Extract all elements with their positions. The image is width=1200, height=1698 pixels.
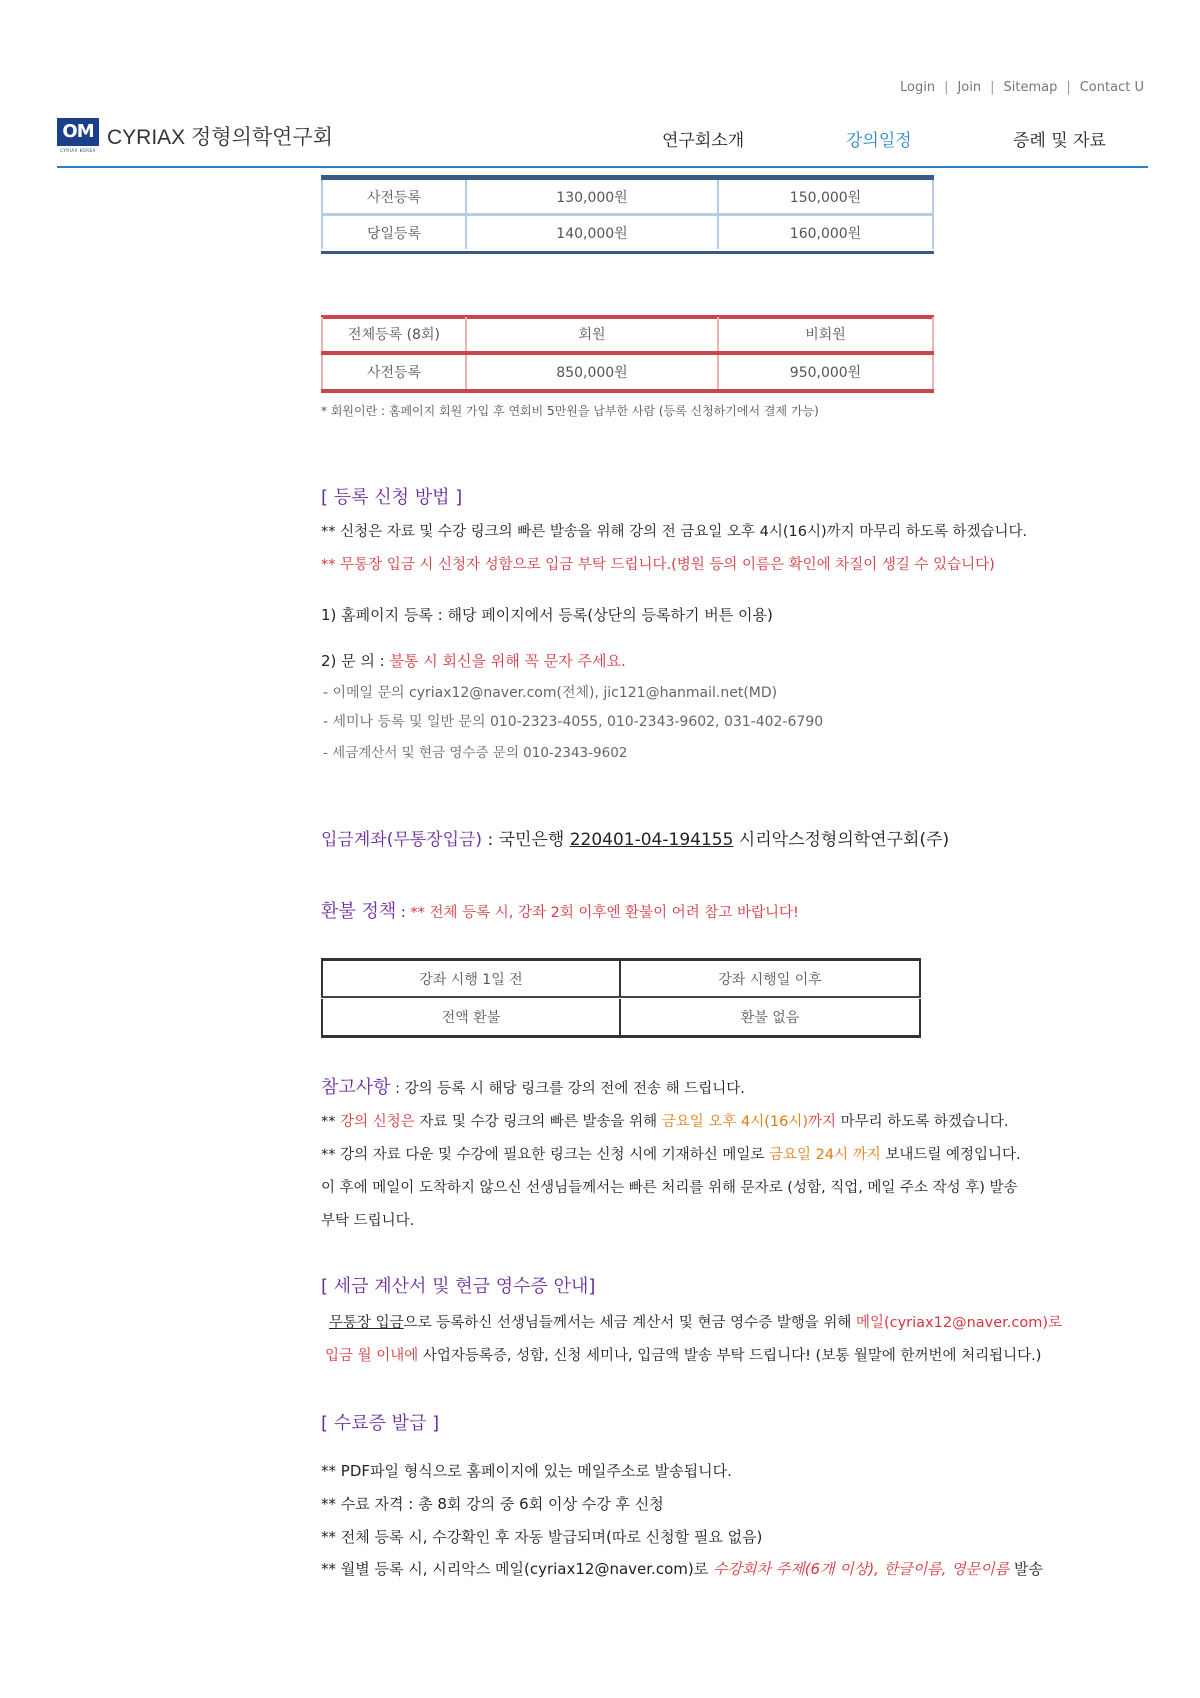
table-header: 전체등록 (8회) [321, 317, 467, 351]
tax-line-1 [329, 1311, 1062, 1332]
top-links [900, 80, 1144, 95]
notes-highlight: 강의 신청은 [340, 1114, 415, 1130]
table-header: 강좌 시행 1일 전 [321, 961, 621, 997]
notes-text: 자료 및 수강 링크의 빠른 발송을 위해 [414, 1114, 662, 1130]
notes-line-1 [321, 1110, 1009, 1131]
table-header: 강좌 시행일 이후 [621, 961, 921, 997]
step-2-label: 2) 문 의 : [321, 652, 390, 670]
certificate-line-1: ** PDF파일 형식으로 홈페이지에 있는 메일주소로 발송됩니다. [321, 1462, 732, 1480]
notes-text: ** 강의 자료 다운 및 수강에 필요한 링크는 신청 시에 기재하신 메일로 [321, 1147, 769, 1163]
brand-name-en: CYRIAX [107, 126, 186, 149]
login-link[interactable]: Login [900, 80, 936, 95]
refund-note: ** 전체 등록 시, 강좌 2회 이후엔 환불이 어려 참고 바랍니다! [410, 905, 799, 921]
notes-label: 참고사항 [321, 1077, 391, 1098]
step-2-note: 불통 시 회신을 위해 꼭 문자 주세요. [389, 652, 626, 670]
nav-item-schedule[interactable]: 강의일정 [846, 131, 912, 151]
site-logo[interactable] [57, 118, 333, 154]
brand-name-ko: 정형의학연구회 [191, 126, 334, 149]
deposit-holder: 시리악스정형의학연구회(주) [733, 830, 950, 850]
registration-line: ** 신청은 자료 및 수강 링크의 빠른 발송을 위해 강의 전 금요일 오후 4시(16시)까지 마무리 하도록 하겠습니다. [321, 524, 1028, 540]
notes-text: 보내드릴 예정입니다. [880, 1147, 1021, 1163]
certificate-text: 발송 [1009, 1560, 1043, 1578]
certificate-line-4 [321, 1558, 1043, 1579]
table-cell: 사전등록 [321, 355, 467, 389]
notes-intro-text: : 강의 등록 시 해당 링크를 강의 전에 전송 해 드립니다. [390, 1081, 745, 1097]
table-row [321, 999, 921, 1035]
table-cell: 환불 없음 [621, 999, 921, 1035]
notes-highlight: 까지 [808, 1114, 837, 1130]
table-cell: 150,000원 [719, 180, 934, 213]
nav-item-cases[interactable]: 증례 및 자료 [1013, 131, 1106, 151]
notes-line-4: 부탁 드립니다. [321, 1213, 415, 1229]
deposit-label: 입금계좌(무통장입금) [321, 830, 483, 850]
certificate-line-3: ** 전체 등록 시, 수강확인 후 자동 발급되며(따로 신청할 필요 없음) [321, 1528, 763, 1546]
contact-email: - 이메일 문의 cyriax12@naver.com(전체), jic121@hanmail.net(MD) [323, 685, 778, 701]
refund-sep: : [396, 905, 411, 921]
table-row [321, 355, 934, 389]
tax-text: 무통장 입금 [329, 1315, 404, 1331]
registration-step-1: 1) 홈페이지 등록 : 해당 페이지에서 등록(상단의 등록하기 버튼 이용) [321, 606, 773, 624]
table-cell: 당일등록 [321, 216, 467, 249]
logo-mark-sub: CYRIAX KOREA [60, 148, 96, 153]
contact-seminar: - 세미나 등록 및 일반 문의 010-2323-4055, 010-2343-9602, 031-402-6790 [323, 714, 824, 730]
certificate-highlight: 수강회차 주제(6개 이상), 한글이름, 영문이름 [712, 1560, 1010, 1578]
tax-highlight: 입금 월 이내에 [325, 1348, 419, 1364]
table-cell: 140,000원 [467, 216, 719, 249]
table-cell: 850,000원 [467, 355, 719, 389]
deposit-number: 220401-04-194155 [569, 830, 734, 850]
table-cell: 950,000원 [719, 355, 934, 389]
member-note: * 회원이란 : 홈페이지 회원 가입 후 연회비 5만원을 납부한 사람 (등록 신청하기에서 결제 가능) [321, 404, 819, 418]
table-cell: 전액 환불 [321, 999, 621, 1035]
table-row [321, 216, 934, 249]
section-title-tax: [ 세금 계산서 및 현금 영수증 안내] [321, 1276, 596, 1297]
table-header: 회원 [467, 317, 719, 351]
notes-line-3: 이 후에 메일이 도착하지 않으신 선생님들께서는 빠른 처리를 위해 문자로 (성함, 직업, 메일 주소 작성 후) 발송 [321, 1180, 1018, 1196]
contact-tax: - 세금계산서 및 현금 영수증 문의 010-2343-9602 [323, 745, 628, 761]
logo-mark [57, 118, 99, 154]
deposit-account [321, 825, 949, 850]
tax-highlight: 메일(cyriax12@naver.com)로 [855, 1315, 1063, 1331]
divider: | [944, 80, 949, 95]
table-header: 비회원 [719, 317, 934, 351]
table-border [321, 251, 934, 254]
table-cell: 130,000원 [467, 180, 719, 213]
notes-highlight: 금요일 24시 까지 [769, 1147, 881, 1163]
table-border [321, 389, 934, 393]
certificate-line-2: ** 수료 자격 : 총 8회 강의 중 6회 이상 수강 후 신청 [321, 1495, 664, 1513]
tax-text: 으로 등록하신 선생님들께서는 세금 계산서 및 현금 영수증 발행을 위해 [403, 1315, 856, 1331]
table-border [321, 1035, 921, 1038]
section-title-certificate: [ 수료증 발급 ] [321, 1413, 440, 1434]
contact-link[interactable]: Contact U [1079, 80, 1144, 95]
notes-line-2 [321, 1143, 1021, 1164]
table-row [321, 180, 934, 213]
notes-text: 마무리 하도록 하겠습니다. [836, 1114, 1009, 1130]
join-link[interactable]: Join [957, 80, 982, 95]
refund-policy [321, 897, 799, 923]
table-cell: 160,000원 [719, 216, 934, 249]
table-header-row [321, 317, 934, 351]
table-cell: 사전등록 [321, 180, 467, 213]
logo-mark-text: OM [57, 118, 99, 146]
logo-text [107, 121, 333, 151]
registration-step-2 [321, 650, 626, 671]
section-title-registration: [ 등록 신청 방법 ] [321, 487, 463, 508]
table-border [321, 996, 921, 998]
deposit-bank: : 국민은행 [482, 830, 570, 850]
sitemap-link[interactable]: Sitemap [1003, 80, 1058, 95]
notes-intro [321, 1073, 745, 1099]
divider: | [990, 80, 995, 95]
tax-text: 사업자등록증, 성함, 신청 세미나, 입금액 발송 부탁 드립니다! (보통 월말에 한꺼번에 처리됩니다.) [418, 1348, 1042, 1364]
header-divider [57, 166, 1148, 168]
divider: | [1066, 80, 1071, 95]
table-header-row [321, 961, 921, 997]
notes-highlight: 금요일 오후 4시(16시) [661, 1114, 809, 1130]
notes-text: ** [321, 1114, 341, 1130]
refund-label: 환불 정책 [321, 901, 397, 922]
nav-item-about[interactable]: 연구회소개 [662, 131, 745, 151]
certificate-text: ** 월별 등록 시, 시리악스 메일(cyriax12@naver.com)로 [321, 1560, 713, 1578]
tax-line-2 [325, 1344, 1041, 1365]
registration-line-warning: ** 무통장 입금 시 신청자 성함으로 입금 부탁 드립니다.(병원 등의 이름은 확인에 차질이 생길 수 있습니다) [321, 557, 995, 573]
